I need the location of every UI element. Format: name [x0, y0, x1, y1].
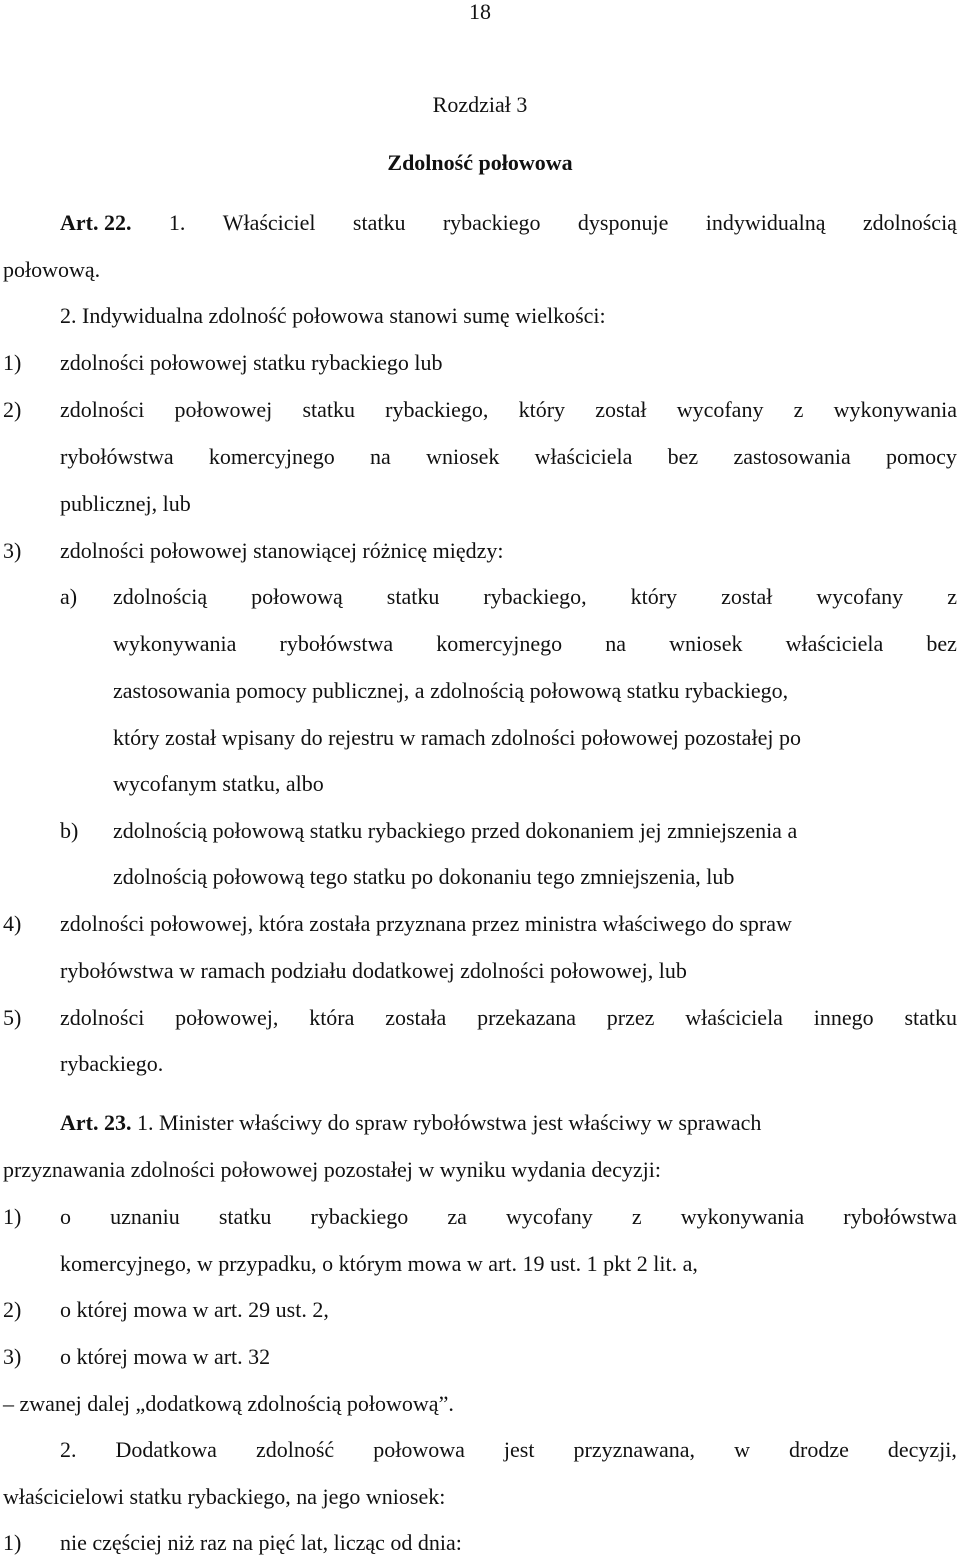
list-item-text: publicznej, lub [60, 491, 191, 516]
list-item-number: 3) [3, 1344, 22, 1369]
list-item-text: o której mowa w art. 29 ust. 2, [60, 1297, 329, 1322]
list-item-text: zdolności połowowej, która została przekazana przez właściciela innego statku [60, 1005, 957, 1030]
sublist-item-text: zdolnością połowową statku rybackiego, który został wycofany z [113, 584, 957, 609]
art22-p1-word: Właściciel [222, 210, 316, 235]
page-number: 18 [469, 0, 491, 24]
art22-first-line [60, 208, 957, 238]
list-item-text: zdolności połowowej statku rybackiego lub [60, 350, 443, 375]
sublist-item-letter: a) [60, 584, 78, 609]
sublist-item-text: zdolnością połowową tego statku po dokonaniu tego zmniejszenia, lub [113, 864, 735, 889]
list-item-text: o której mowa w art. 32 [60, 1344, 271, 1369]
chapter-label: Rozdział 3 [432, 92, 528, 117]
art22-p1-continuation: połowową. [3, 257, 101, 282]
list-item-number: 2) [3, 1297, 22, 1322]
art22-p1-word: statku [352, 210, 406, 235]
list-item-number: 5) [3, 1005, 22, 1030]
list-item-text: rybackiego. [60, 1051, 164, 1076]
list-item-text: o uznaniu statku rybackiego za wycofany z wykonywania rybołówstwa [60, 1204, 957, 1229]
list-item-text: komercyjnego, w przypadku, o którym mowa w art. 19 ust. 1 pkt 2 lit. a, [60, 1251, 698, 1276]
list-item-number: 3) [3, 538, 22, 563]
list-item-text: rybołówstwa komercyjnego na wniosek właściciela bez zastosowania pomocy [60, 444, 957, 469]
art23-p2-line2: właścicielowi statku rybackiego, na jego wniosek: [3, 1484, 446, 1509]
list-item-number: 2) [3, 397, 22, 422]
sublist-item-text: wykonywania rybołówstwa komercyjnego na wniosek właściciela bez [113, 631, 957, 656]
chapter-title: Zdolność połowowa [387, 150, 573, 175]
art22-p1-word: dysponuje [577, 210, 669, 235]
list-item-number: 1) [3, 1530, 22, 1555]
sublist-item-text: który został wpisany do rejestru w ramach zdolności połowowej pozostałej po [113, 725, 801, 750]
list-item-text: zdolności połowowej statku rybackiego, który został wycofany z wykonywania [60, 397, 957, 422]
sublist-item-text: zastosowania pomocy publicznej, a zdolnością połowową statku rybackiego, [113, 678, 789, 703]
list-item-text: zdolności połowowej, która została przyznana przez ministra właściwego do spraw [60, 911, 792, 936]
list-item-text: nie częściej niż raz na pięć lat, licząc od dnia: [60, 1530, 462, 1555]
sublist-item-letter: b) [60, 818, 79, 843]
sublist-item-text: zdolnością połowową statku rybackiego przed dokonaniem jej zmniejszenia a [113, 818, 798, 843]
list-item-text: rybołówstwa w ramach podziału dodatkowej zdolności połowowej, lub [60, 958, 687, 983]
list-item-text: zdolności połowowej stanowiącej różnicę między: [60, 538, 504, 563]
art22-p1-number: 1. [168, 210, 186, 235]
art22-p1-word: indywidualną [705, 210, 826, 235]
art22-p1-word: zdolnością [862, 210, 957, 235]
list-item-number: 4) [3, 911, 22, 936]
list-item-number: 1) [3, 350, 22, 375]
art23-p1-continuation: przyznawania zdolności połowowej pozostałej w wyniku wydania decyzji: [3, 1157, 661, 1182]
art22-p2-intro: 2. Indywidualna zdolność połowowa stanowi sumę wielkości: [60, 303, 606, 328]
art23-p2-line1: 2. Dodatkowa zdolność połowowa jest przyznawana, w drodze decyzji, [60, 1437, 957, 1462]
art22-heading: Art. 22. [60, 210, 132, 235]
art23-heading: Art. 23. [60, 1110, 132, 1135]
art23-tail-text: – zwanej dalej „dodatkową zdolnością połowową”. [3, 1391, 454, 1416]
art23-first-line [60, 1108, 957, 1138]
art22-p1-word: rybackiego [442, 210, 541, 235]
sublist-item-text: wycofanym statku, albo [113, 771, 324, 796]
art23-p1-text: 1. Minister właściwy do spraw rybołówstwa jest właściwy w sprawach [136, 1110, 762, 1135]
list-item-number: 1) [3, 1204, 22, 1229]
